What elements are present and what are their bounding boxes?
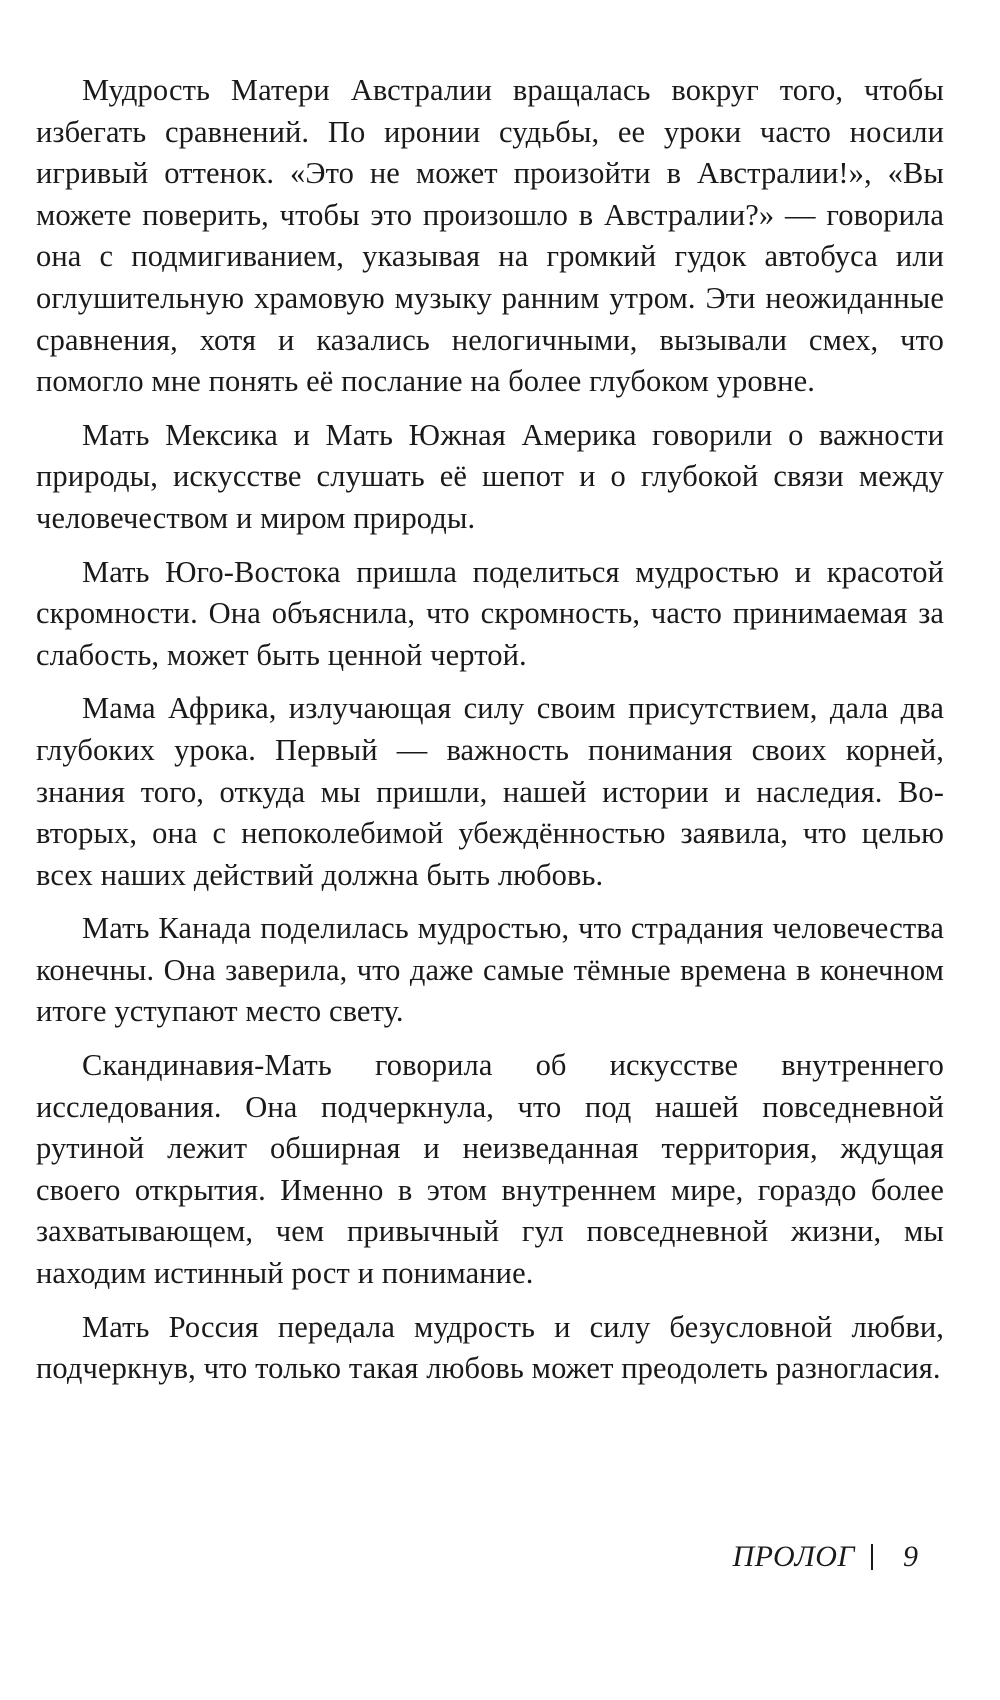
paragraph-canada: Мать Канада поделилась мудростью, что страдания человечества конечны. Она заверила, что даже самые тёмные времена в конечном итоге уступают место свету.: [36, 911, 944, 1029]
page-footer: [732, 1540, 918, 1574]
paragraph-southeast: Мать Юго-Востока пришла поделиться мудростью и красотой скромности. Она объяснила, что скромность, часто принимаемая за слабость, может быть ценной чертой.: [36, 554, 944, 672]
body-text: [36, 70, 944, 1402]
running-head: ПРОЛОГ: [732, 1540, 855, 1573]
paragraph-mexico-south-america: Мать Мексика и Мать Южная Америка говорили о важности природы, искусстве слушать её шепот и о глубокой связи между человечеством и миром природы.: [36, 417, 944, 535]
page-number: 9: [903, 1540, 918, 1573]
paragraph-scandinavia: Скандинавия-Мать говорила об искусстве внутреннего исследования. Она подчеркнула, что под нашей повседневной рутиной лежит обширная и неизведанная территория, ждущая своего открытия. Именно в этом внутреннем мире, гораздо более захватывающем, чем привычный гул повседневной жизни, мы находим истинный рост и понимание.: [36, 1048, 944, 1291]
paragraph-russia: Мать Россия передала мудрость и силу безусловной любви, подчеркнув, что только такая любовь может преодолеть разногласия.: [36, 1309, 944, 1386]
paragraph-africa: Мама Африка, излучающая силу своим присутствием, дала два глубоких урока. Первый — важность понимания своих корней, знания того, откуда мы пришли, нашей истории и наследия. Во-вторых, она с непоколебимой убеждённостью заявила, что целью всех наших действий должна быть любовь.: [36, 691, 944, 892]
paragraph-australia: Мудрость Матери Австралии вращалась вокруг того, чтобы избегать сравнений. По иронии судьбы, ее уроки часто носили игривый оттенок. «Это не может произойти в Австралии!», «Вы можете поверить, чтобы это произошло в Австралии?» — говорила она с подмигиванием, указывая на громкий гудок автобуса или оглушительную храмовую музыку ранним утром. Эти неожиданные сравнения, хотя и казались нелогичными, вызывали смех, что помогло мне понять её послание на более глубоком уровне.: [36, 73, 944, 399]
footer-divider: [871, 1544, 873, 1570]
